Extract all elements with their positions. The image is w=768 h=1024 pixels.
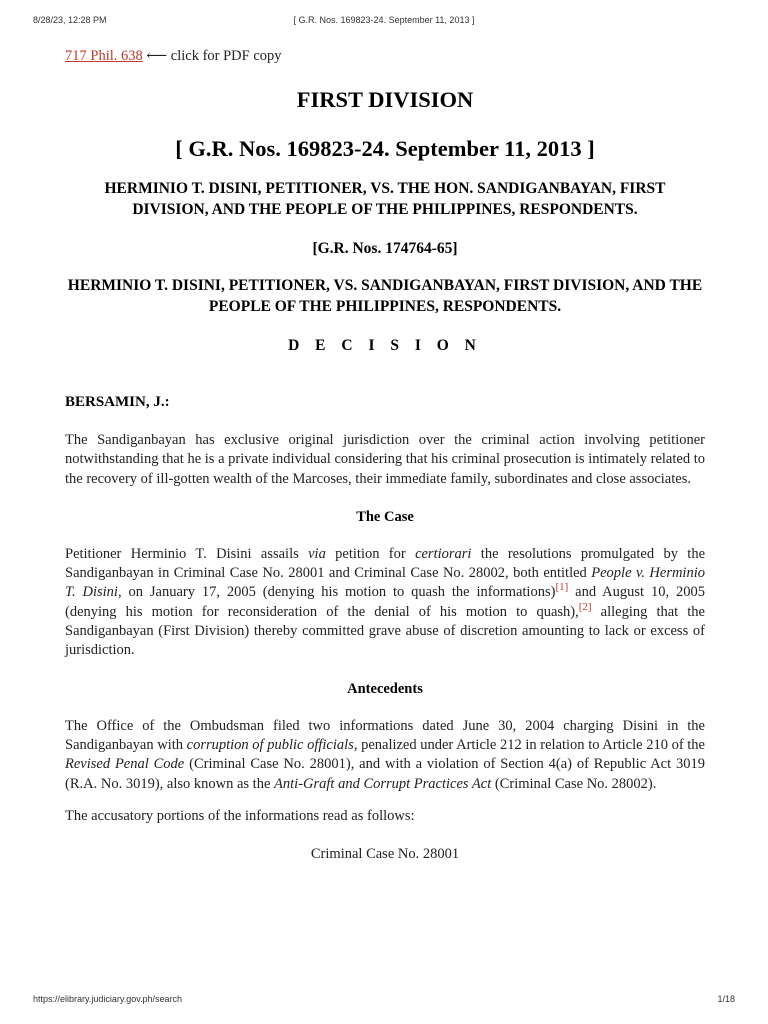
print-url: https://elibrary.judiciary.gov.ph/search: [33, 994, 183, 1004]
antecedents-paragraph: [65, 717, 705, 794]
criminal-case-number: Criminal Case No. 28001: [310, 846, 460, 863]
print-page-title: [ G.R. Nos. 169823-24. September 11, 2013 ]: [293, 15, 475, 25]
intro-paragraph: The Sandiganbayan has exclusive original jurisdiction over the criminal action involving petitioner notwithstanding that he is a private individual considering that his criminal prosecution is intimately related to the recovery of ill-gotten wealth of the Marcoses, their immediate family, subordinates and close associates.: [65, 432, 705, 487]
text-run: and August 10, 2005 (denying his motion for reconsideration of the denial of his motion to quash),: [65, 584, 705, 620]
sub-gr-number: [G.R. Nos. 174764-65]: [312, 240, 458, 257]
pdf-copy-link[interactable]: 717 Phil. 638: [65, 48, 143, 64]
text-run: petition for: [325, 545, 416, 562]
italic-run: Anti-Graft and Corrupt Practices Act: [274, 775, 492, 792]
text-run: alleging that the Sandiganbayan (First Division) thereby committed grave abuse of discretion amounting to lack or excess of jurisdiction.: [65, 603, 705, 659]
footnote-link-1[interactable]: [1]: [555, 581, 569, 594]
italic-run: certiorari: [415, 545, 472, 562]
italic-run: via: [308, 545, 326, 562]
case-paragraph: [65, 545, 705, 661]
text-run: , penalized under Article 212 in relation to Article 210 of the: [353, 736, 705, 753]
accusatory-intro: The accusatory portions of the informations read as follows:: [65, 807, 415, 824]
decision-heading: D E C I S I O N: [288, 337, 482, 354]
document-body: [65, 44, 705, 864]
italic-run: Revised Penal Code: [65, 756, 185, 773]
print-page-count: 1/18: [717, 994, 735, 1004]
italic-run: People v. Herminio T. Disini: [65, 565, 705, 601]
section-title-the-case: The Case: [356, 508, 414, 525]
case-parties-second: HERMINIO T. DISINI, PETITIONER, VS. SANDIGANBAYAN, FIRST DIVISION, AND THE PEOPLE OF THE PHILIPPINES, RESPONDENTS.: [67, 277, 703, 315]
text-run: (Criminal Case No. 28001), and with a violation of Section 4(a) of Republic Act 3019 (R.A. No. 3019), also known as the: [65, 756, 706, 792]
text-run: the resolutions promulgated by the Sandiganbayan in Criminal Case No. 28001 and Criminal Case No. 28002, both entitled: [65, 545, 705, 582]
text-run: (Criminal Case No. 28002).: [491, 775, 657, 792]
print-datetime: 8/28/23, 12:28 PM: [33, 15, 107, 25]
text-run: Petitioner Herminio T. Disini assails: [65, 545, 309, 562]
italic-run: corruption of public officials: [186, 736, 354, 753]
footnote-link-2[interactable]: [2]: [578, 600, 592, 613]
division-heading: FIRST DIVISION: [296, 87, 474, 112]
text-run: The Office of the Ombudsman filed two informations dated June 30, 2004 charging Disini in the Sandiganbayan with: [65, 717, 705, 753]
section-title-antecedents: Antecedents: [347, 680, 423, 697]
pdf-copy-hint: ⟵ click for PDF copy: [142, 48, 282, 64]
case-parties-first: HERMINIO T. DISINI, PETITIONER, VS. THE HON. SANDIGANBAYAN, FIRST DIVISION, AND THE PEOPLE OF THE PHILIPPINES, RESPONDENTS.: [104, 180, 666, 218]
ponente: BERSAMIN, J.:: [65, 394, 170, 410]
print-footer: [0, 994, 768, 1008]
pdf-copy-line: [65, 44, 705, 68]
print-header: [0, 15, 768, 29]
gr-number-heading: [ G.R. Nos. 169823-24. September 11, 2013 ]: [175, 136, 595, 161]
text-run: , on January 17, 2005 (denying his motion to quash the informations): [117, 584, 556, 601]
